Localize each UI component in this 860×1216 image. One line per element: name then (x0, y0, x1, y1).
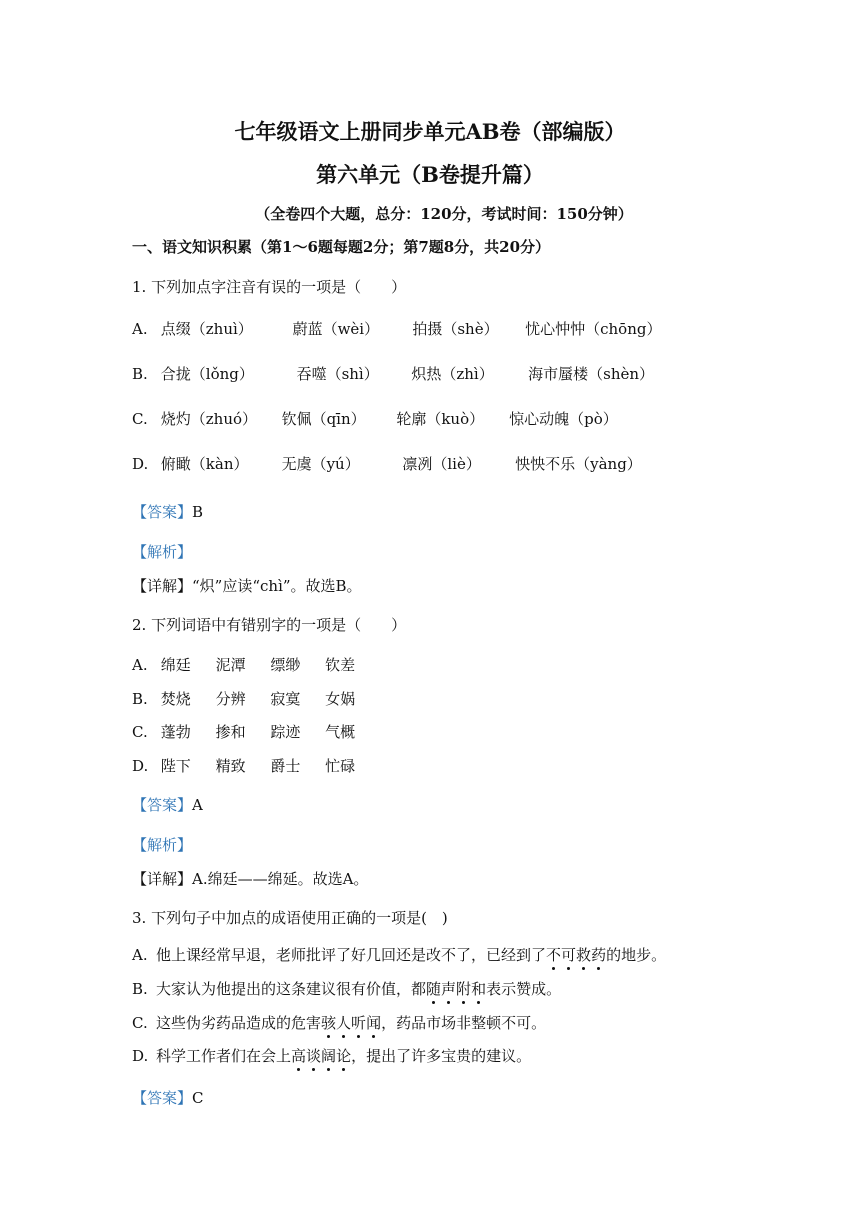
q3-option-d (132, 1045, 531, 1066)
option-label: B. (132, 690, 148, 708)
dotted-idiom (426, 980, 486, 998)
answer-value: B (192, 503, 204, 521)
q2-detail: 【详解】A.绵廷——绵延。故选A。 (132, 870, 369, 888)
option-item: 绵廷 (160, 656, 191, 674)
dotted-char: 可 (561, 946, 577, 964)
option-item: 掺和 (215, 723, 246, 741)
q1-option-c (132, 408, 618, 429)
dotted-char: 附 (456, 980, 472, 998)
answer-tag: 【答案】 (132, 1089, 193, 1107)
option-label: C. (132, 1014, 148, 1032)
option-label: D. (132, 455, 149, 473)
option-text: 大家认为他提出的这条建议很有价值，都 (156, 980, 427, 998)
q2-option-a (132, 654, 355, 675)
dotted-char: 高 (291, 1047, 307, 1065)
option-item: 精致 (215, 757, 246, 775)
option-item: 吞噬（shì） (296, 365, 379, 383)
page-subtitle: 第六单元（B卷提升篇） (316, 162, 544, 187)
q2-answer (132, 794, 203, 815)
answer-value: C (192, 1089, 204, 1107)
option-item: 烧灼（zhuó） (160, 410, 258, 428)
option-item: 气概 (325, 723, 356, 741)
dotted-char: 救 (576, 946, 592, 964)
option-text: 的地步。 (606, 946, 667, 964)
option-label: B. (132, 980, 148, 998)
option-text: 这些伪劣药品造成的危害 (156, 1014, 322, 1032)
option-text: ，提出了许多宝贵的建议。 (351, 1047, 532, 1065)
question-3-stem: 3. 下列句子中加点的成语使用正确的一项是( ) (132, 909, 448, 927)
option-label: A. (132, 320, 148, 338)
q1-analysis-tag: 【解析】 (132, 543, 193, 561)
q1-answer (132, 501, 203, 522)
q3-option-c (132, 1012, 546, 1033)
option-item: 女娲 (325, 690, 356, 708)
option-item: 点缀（zhuì） (160, 320, 253, 338)
option-text: 他上课经常早退，老师批评了好几回还是改不了，已经到了 (156, 946, 547, 964)
dotted-char: 阔 (321, 1047, 337, 1065)
q3-answer (132, 1087, 204, 1108)
option-item: 泥潭 (215, 656, 246, 674)
q1-option-b (132, 363, 654, 384)
question-1-stem: 1. 下列加点字注音有误的一项是（ ） (132, 278, 407, 296)
option-item: 轮廓（kuò） (396, 410, 485, 428)
q2-analysis-tag: 【解析】 (132, 836, 193, 854)
dotted-char: 论 (336, 1047, 352, 1065)
option-label: B. (132, 365, 148, 383)
option-text: 科学工作者们在会上 (156, 1047, 292, 1065)
option-label: C. (132, 723, 148, 741)
dotted-char: 不 (546, 946, 562, 964)
answer-tag: 【答案】 (132, 503, 193, 521)
option-item: 合拢（lǒng） (160, 365, 254, 383)
question-2-stem: 2. 下列词语中有错别字的一项是（ ） (132, 616, 407, 634)
option-label: A. (132, 656, 148, 674)
q1-option-a (132, 318, 661, 339)
option-item: 忧心忡忡（chōng） (525, 320, 662, 338)
option-item: 忙碌 (325, 757, 356, 775)
q2-option-d (132, 755, 355, 776)
option-item: 炽热（zhì） (411, 365, 494, 383)
option-item: 钦佩（qīn） (281, 410, 366, 428)
option-label: C. (132, 410, 148, 428)
dotted-char: 听 (351, 1014, 367, 1032)
option-item: 拍摄（shè） (412, 320, 499, 338)
option-item: 怏怏不乐（yàng） (515, 455, 642, 473)
dotted-char: 谈 (306, 1047, 322, 1065)
dotted-idiom (291, 1047, 351, 1065)
dotted-char: 随 (426, 980, 442, 998)
q1-option-d (132, 453, 642, 474)
option-item: 蔚蓝（wèi） (292, 320, 380, 338)
option-text: ，药品市场非整顿不可。 (381, 1014, 547, 1032)
dotted-idiom (321, 1014, 381, 1032)
option-label: A. (132, 946, 148, 964)
option-label: D. (132, 1047, 149, 1065)
option-item: 凛冽（liè） (402, 455, 481, 473)
option-item: 无虞（yú） (281, 455, 360, 473)
option-text: 表示赞成。 (486, 980, 562, 998)
dotted-char: 声 (441, 980, 457, 998)
option-item: 寂寞 (270, 690, 301, 708)
dotted-char: 药 (591, 946, 607, 964)
option-item: 陛下 (160, 757, 191, 775)
option-item: 分辨 (215, 690, 246, 708)
option-item: 惊心动魄（pò） (509, 410, 618, 428)
section-heading: 一、语文知识积累（第1～6题每题2分；第7题8分，共20分） (132, 238, 551, 256)
q2-option-c (132, 721, 355, 742)
dotted-char: 闻 (366, 1014, 382, 1032)
dotted-idiom (546, 946, 606, 964)
option-item: 爵士 (270, 757, 301, 775)
q3-option-a (132, 944, 666, 965)
answer-value: A (192, 796, 203, 814)
answer-tag: 【答案】 (132, 796, 193, 814)
option-item: 焚烧 (160, 690, 191, 708)
option-item: 俯瞰（kàn） (160, 455, 249, 473)
option-item: 蓬勃 (160, 723, 191, 741)
dotted-char: 骇 (321, 1014, 337, 1032)
page-title: 七年级语文上册同步单元AB卷（部编版） (234, 119, 626, 144)
q2-option-b (132, 688, 355, 709)
q1-detail: 【详解】“炽”应读“chì”。故选B。 (132, 577, 362, 595)
option-item: 缥缈 (270, 656, 301, 674)
option-label: D. (132, 757, 149, 775)
dotted-char: 和 (471, 980, 487, 998)
exam-info: （全卷四个大题，总分：120分，考试时间：150分钟） (255, 205, 633, 223)
dotted-char: 人 (336, 1014, 352, 1032)
q3-option-b (132, 978, 561, 999)
option-item: 钦差 (325, 656, 356, 674)
option-item: 踪迹 (270, 723, 301, 741)
option-item: 海市蜃楼（shèn） (528, 365, 655, 383)
